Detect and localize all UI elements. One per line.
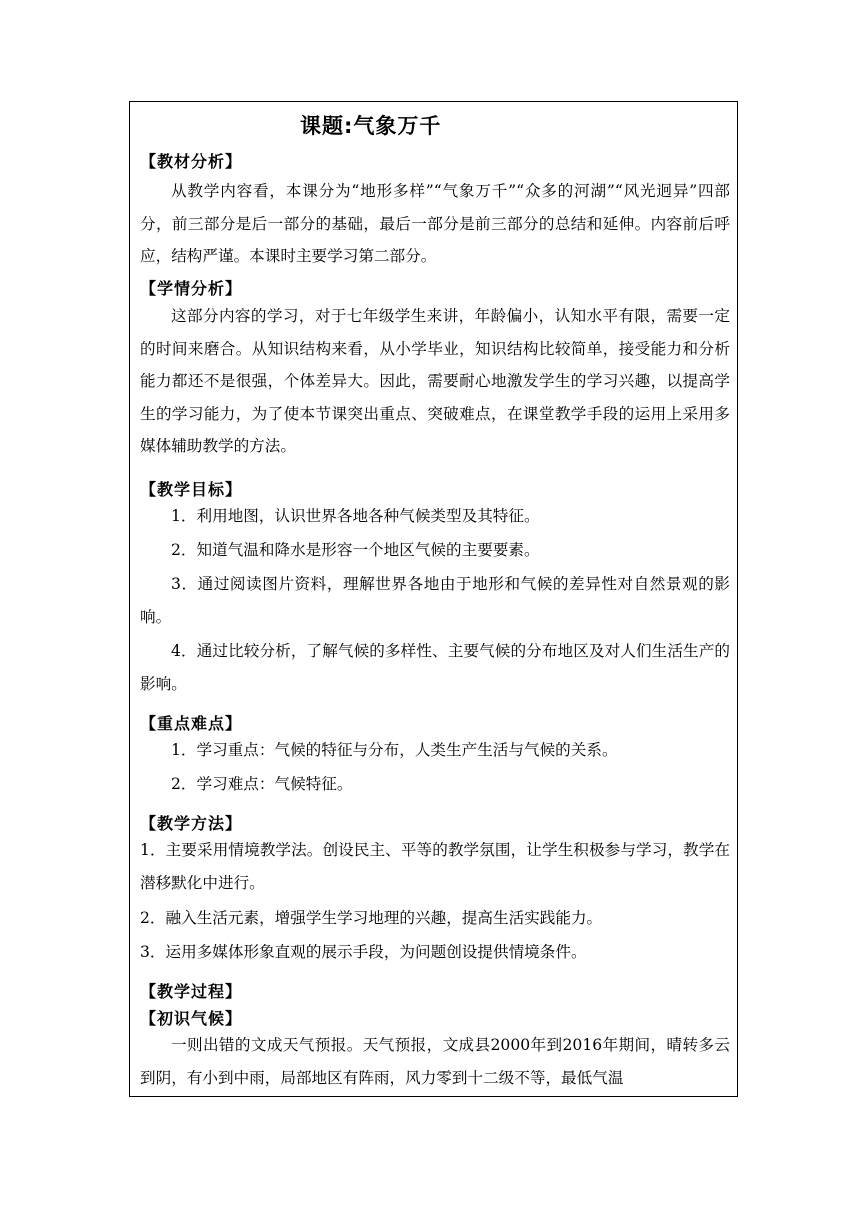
heading-key-points: 【重点难点】 — [140, 714, 243, 733]
key-point-item: 2．学习难点：气候特征。 — [171, 775, 353, 793]
key-point-item: 1．学习重点：气候的特征与分布，人类生产生活与气候的关系。 — [171, 741, 618, 759]
method-item: 1．主要采用情境教学法。创设民主、平等的教学氛围，让学生积极参与学习，教学在潜移默化中进行。 — [140, 841, 730, 892]
heading-student-analysis: 【学情分析】 — [140, 279, 243, 298]
paragraph-student-analysis: 这部分内容的学习，对于七年级学生来讲，年龄偏小，认知水平有限，需要一定的时间来磨合。从知识结构来看，从小学毕业，知识结构比较简单，接受能力和分析能力都还不是很强，个体差异大。因此，需要耐心地激发学生的学习兴趣，以提高学生的学习能力，为了使本节课突出重点、突破难点，在课堂教学手段的运用上采用多媒体辅助教学的方法。 — [140, 307, 730, 455]
objective-item: 3．通过阅读图片资料，理解世界各地由于地形和气候的差异性对自然景观的影响。 — [140, 575, 730, 626]
objective-item: 1．利用地图，认识世界各地各种气候类型及其特征。 — [171, 507, 540, 525]
heading-teaching-methods: 【教学方法】 — [140, 814, 243, 833]
paragraph-textbook-analysis: 从教学内容看，本课分为“地形多样”“气象万千”“众多的河湖”“风光迥异”四部分，前三部分是后一部分的基础，最后一部分是前三部分的总结和延伸。内容前后呼应，结构严谨。本课时主要学习第二部分。 — [140, 182, 730, 265]
method-item: 3．运用多媒体形象直观的展示手段，为问题创设提供情境条件。 — [140, 943, 587, 961]
objective-item: 4．通过比较分析，了解气候的多样性、主要气候的分布地区及对人们生活生产的影响。 — [140, 642, 730, 693]
subheading-first-look-climate: 【初识气候】 — [140, 1009, 243, 1028]
heading-teaching-objectives: 【教学目标】 — [140, 480, 243, 499]
lesson-title: 课题:气象万千 — [300, 114, 442, 138]
heading-textbook-analysis: 【教材分析】 — [140, 152, 243, 171]
method-item: 2．融入生活元素，增强学生学习地理的兴趣，提高生活实践能力。 — [140, 909, 603, 927]
objective-item: 2．知道气温和降水是形容一个地区气候的主要要素。 — [171, 541, 540, 559]
heading-teaching-process: 【教学过程】 — [140, 982, 243, 1001]
paragraph-weather-forecast: 一则出错的文成天气预报。天气预报，文成县2000年到2016年期间，晴转多云到阴，有小到中雨，局部地区有阵雨，风力零到十二级不等，最低气温 — [140, 1036, 730, 1087]
document-frame — [129, 101, 738, 1097]
